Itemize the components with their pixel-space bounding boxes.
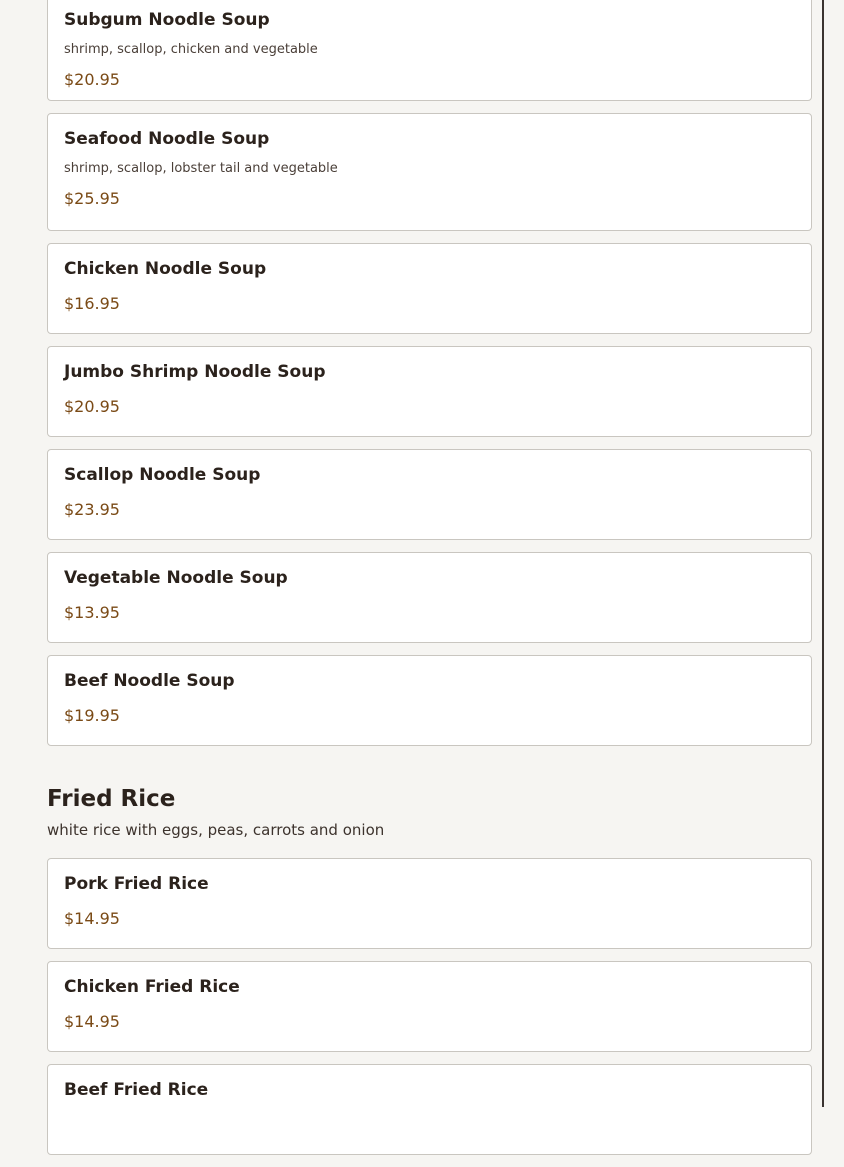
menu-item-card[interactable] — [47, 552, 812, 643]
menu-item-name: Seafood Noodle Soup — [64, 129, 270, 149]
menu-item-card[interactable] — [47, 449, 812, 540]
menu-item-price: $16.95 — [64, 294, 120, 313]
menu-item-card[interactable] — [47, 655, 812, 746]
menu-item-price: $20.95 — [64, 70, 120, 89]
menu-item-description: shrimp, scallop, chicken and vegetable — [64, 42, 318, 57]
menu-item-name: Chicken Noodle Soup — [64, 259, 267, 279]
menu-item-price: $14.95 — [64, 1012, 120, 1031]
menu-item-name: Pork Fried Rice — [64, 874, 209, 894]
menu-item-card[interactable] — [47, 0, 812, 101]
section-title: Fried Rice — [47, 786, 176, 812]
menu-content — [47, 0, 812, 1167]
scrollbar-divider — [822, 0, 824, 1107]
menu-item-price: $19.95 — [64, 706, 120, 725]
menu-item-price: $13.95 — [64, 603, 120, 622]
menu-item-card[interactable] — [47, 346, 812, 437]
section-description: white rice with eggs, peas, carrots and onion — [47, 821, 385, 839]
menu-item-name: Chicken Fried Rice — [64, 977, 240, 997]
menu-item-card[interactable] — [47, 243, 812, 334]
menu-item-card[interactable] — [47, 858, 812, 949]
menu-item-description: shrimp, scallop, lobster tail and vegetable — [64, 161, 338, 176]
menu-item-name: Beef Noodle Soup — [64, 671, 235, 691]
menu-item-name: Beef Fried Rice — [64, 1080, 209, 1100]
menu-item-card[interactable] — [47, 113, 812, 231]
menu-item-price: $14.95 — [64, 909, 120, 928]
menu-item-card[interactable] — [47, 1064, 812, 1155]
menu-item-card[interactable] — [47, 961, 812, 1052]
menu-item-name: Vegetable Noodle Soup — [64, 568, 288, 588]
menu-item-price: $23.95 — [64, 500, 120, 519]
menu-item-name: Subgum Noodle Soup — [64, 10, 270, 30]
menu-item-name: Jumbo Shrimp Noodle Soup — [64, 362, 326, 382]
menu-item-name: Scallop Noodle Soup — [64, 465, 261, 485]
menu-item-price: $20.95 — [64, 397, 120, 416]
menu-item-price: $25.95 — [64, 189, 120, 208]
